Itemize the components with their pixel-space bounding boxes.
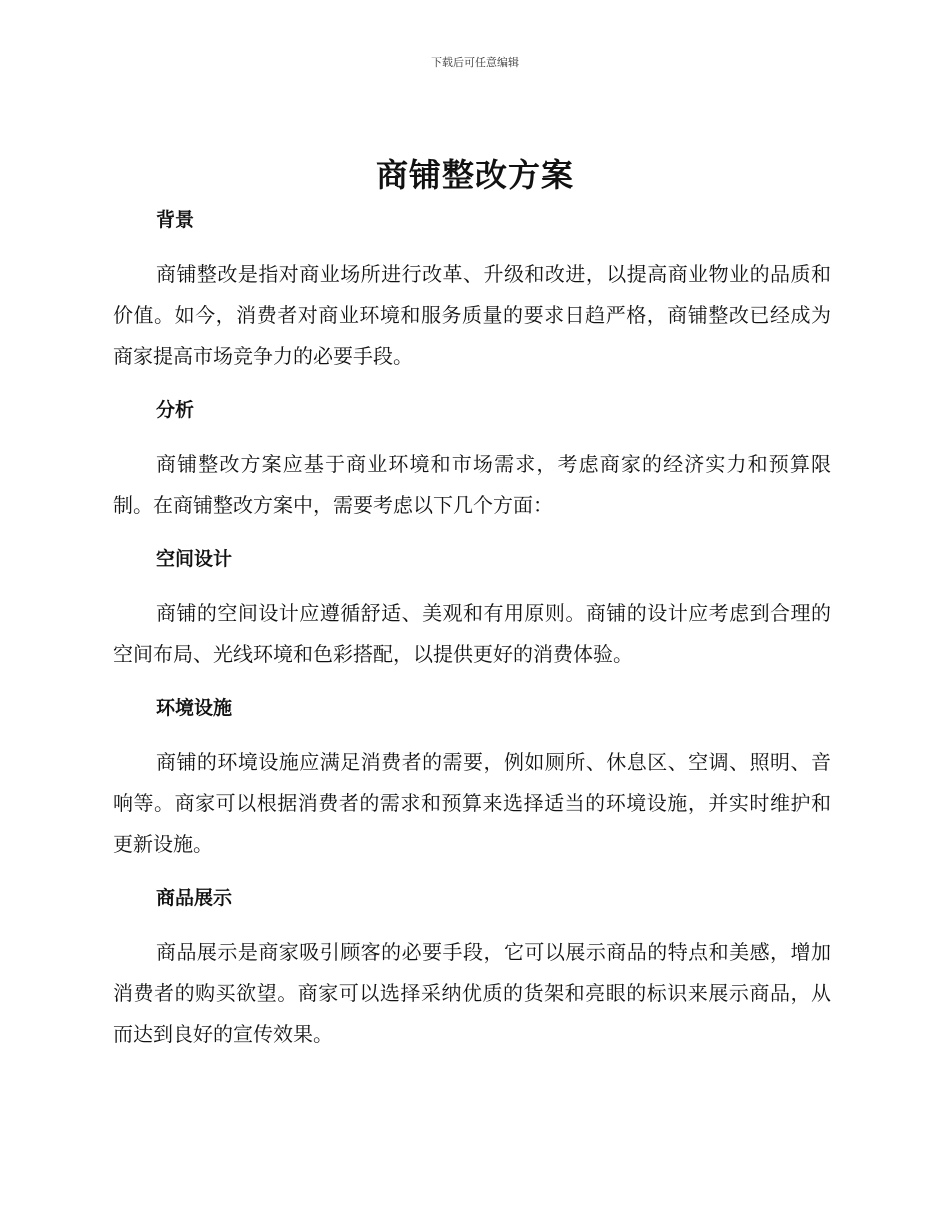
section-heading: 商品展示 — [156, 887, 233, 909]
section-paragraph: 商铺的环境设施应满足消费者的需要，例如厕所、休息区、空调、照明、音响等。商家可以根据消费者的需求和预算来选择适当的环境设施，并实时维护和更新设施。 — [113, 750, 831, 856]
section-heading: 背景 — [156, 209, 195, 231]
section-paragraph: 商铺整改方案应基于商业环境和市场需求，考虑商家的经济实力和预算限制。在商铺整改方案中，需要考虑以下几个方面： — [113, 452, 831, 517]
section-background — [113, 200, 831, 390]
section-paragraph: 商品展示是商家吸引顾客的必要手段，它可以展示商品的特点和美感，增加消费者的购买欲望。商家可以选择采纳优质的货架和亮眼的标识来展示商品，从而达到良好的宣传效果。 — [113, 940, 831, 1046]
section-heading: 空间设计 — [156, 548, 233, 570]
document-title: 商铺整改方案 — [375, 156, 574, 194]
header-note: 下载后可任意编辑 — [431, 56, 519, 69]
section-heading: 分析 — [156, 399, 195, 421]
section-heading: 环境设施 — [156, 697, 233, 719]
document-body — [113, 200, 831, 1055]
section-paragraph: 商铺整改是指对商业场所进行改革、升级和改进，以提高商业物业的品质和价值。如今，消费者对商业环境和服务质量的要求日趋严格，商铺整改已经成为商家提高市场竞争力的必要手段。 — [113, 262, 831, 368]
section-product-display — [113, 878, 831, 1055]
section-space-design — [113, 539, 831, 688]
section-analysis — [113, 390, 831, 539]
section-facilities — [113, 688, 831, 878]
section-paragraph: 商铺的空间设计应遵循舒适、美观和有用原则。商铺的设计应考虑到合理的空间布局、光线环境和色彩搭配，以提供更好的消费体验。 — [113, 601, 831, 666]
